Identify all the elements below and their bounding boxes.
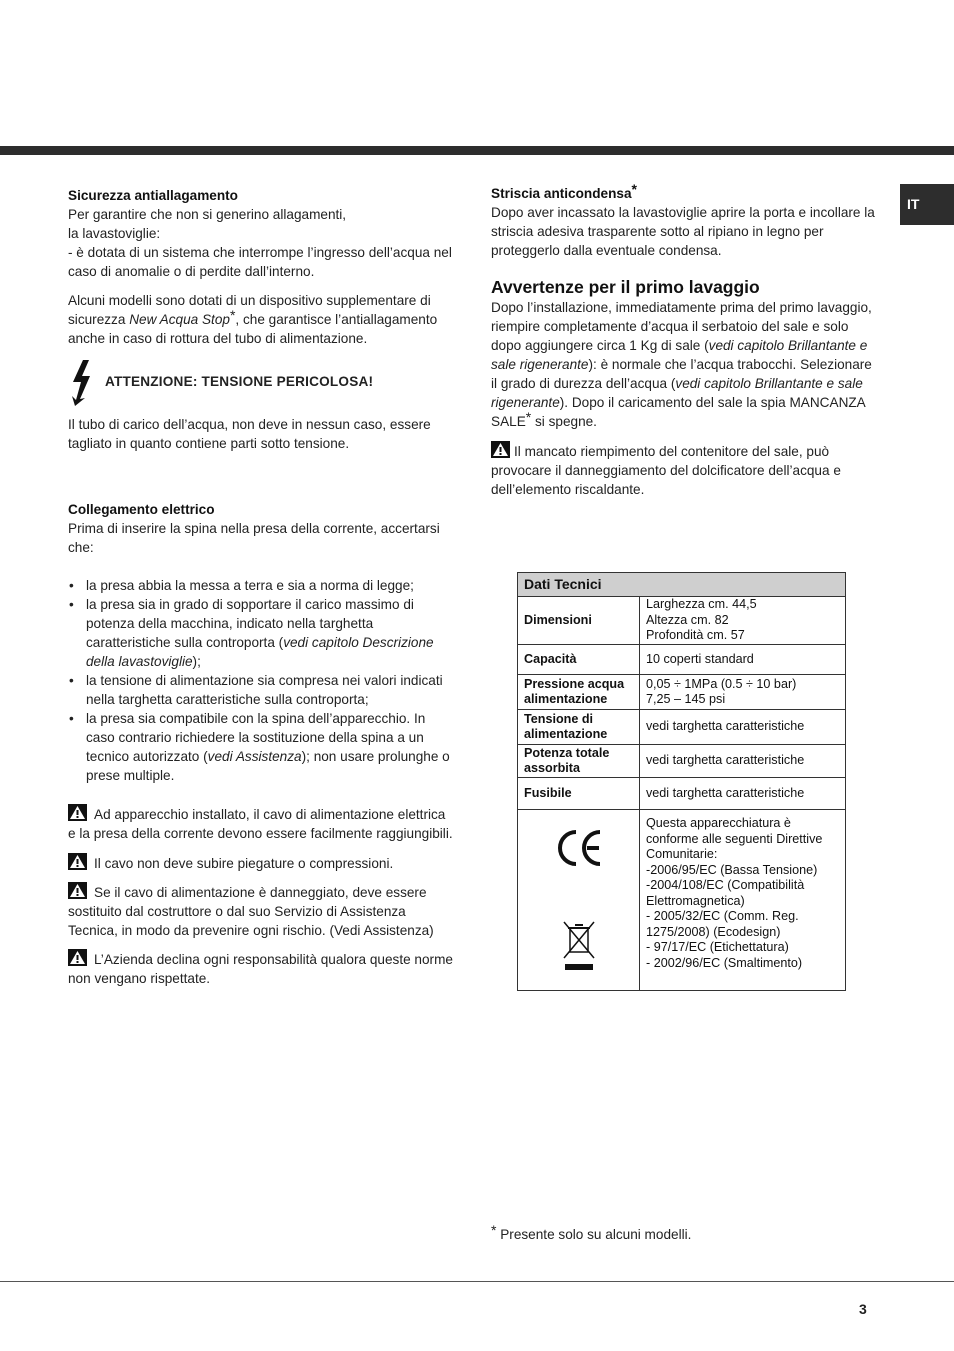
table-row (518, 645, 846, 675)
table-row (518, 710, 846, 745)
danger-title: ATTENZIONE: TENSIONE PERICOLOSA! (105, 374, 374, 389)
asterisk: * (229, 307, 236, 323)
tech-spec-table (517, 572, 846, 991)
spec-value: 10 coperti standard (640, 645, 846, 675)
value-line: 0,05 ÷ 1MPa (0.5 ÷ 10 bar) (646, 676, 797, 691)
spec-value: vedi targhetta caratteristiche (640, 710, 846, 745)
footer-rule (0, 1281, 954, 1282)
spec-value: vedi targhetta caratteristiche (640, 778, 846, 810)
lightning-bolt-icon (68, 358, 96, 408)
paragraph: Per garantire che non si generino allagamenti, (68, 207, 347, 222)
text: L’Azienda declina ogni responsabilità qualora queste norme non vengano rispettate. (68, 952, 453, 986)
paragraph-acqua-stop (68, 291, 453, 348)
text: Alcuni modelli sono dotati di un dispositivo supplementare di sicurezza (68, 293, 431, 327)
paragraph: Dopo aver incassato la lavastoviglie aprire la porta e incollare la striscia adesiva trasparente sotto al ripiano in legno per proteggerlo dalla eventuale condensa. (491, 205, 875, 258)
paragraph: - è dotata di un sistema che interrompe l’ingresso dell’acqua nel caso di anomalie o di perdite dall’interno. (68, 245, 452, 279)
crossed-bin-icon (562, 920, 596, 972)
section-title-antiallagamento: Sicurezza antiallagamento (68, 188, 238, 203)
spec-value: vedi targhetta caratteristiche (640, 745, 846, 778)
spec-key: Fusibile (518, 778, 640, 810)
text: ); non usare prolunghe o prese multiple. (86, 749, 450, 783)
value-line: 7,25 – 145 psi (646, 692, 726, 706)
text: ): è normale che l’acqua trabocchi. Selezionare il grado di durezza dell’acqua ( (491, 357, 872, 391)
italic-text: vedi capitolo Brillantante e sale rigenerante (491, 376, 863, 410)
text: si spegne. (531, 414, 597, 429)
directive-line: -2004/108/EC (Compatibilità Elettromagnetica) (646, 878, 805, 908)
spec-key: Potenza totale assorbita (518, 745, 640, 778)
footnote (491, 1222, 692, 1244)
asterisk: * (631, 181, 637, 197)
warning-triangle-icon (491, 441, 510, 458)
warning-paragraph (68, 853, 453, 873)
warning-triangle-icon (68, 853, 87, 870)
table-row (518, 597, 846, 645)
compliance-marks (518, 810, 640, 991)
paragraph: la lavastoviglie: (68, 226, 161, 241)
list-item (68, 709, 453, 785)
list-item: • la tensione di alimentazione sia compresa nei valori indicati nella targhetta caratteristiche sulla controporta; (68, 671, 453, 709)
text: ); (192, 654, 201, 669)
value-line: Altezza cm. 82 (646, 612, 729, 627)
danger-notice (68, 358, 453, 408)
italic-text: vedi capitolo Descrizione della lavastoviglie (86, 635, 434, 669)
directive-line: - 2005/32/EC (Comm. Reg. 1275/2008) (Ecodesign) (646, 909, 799, 939)
text: Il cavo non deve subire piegature o compressioni. (94, 856, 394, 871)
page-number: 3 (859, 1301, 867, 1317)
asterisk: * (491, 1222, 497, 1238)
section-title-primo-lavaggio: Avvertenze per il primo lavaggio (491, 277, 760, 297)
directive-line: -2006/95/EC (Bassa Tensione) (646, 862, 818, 877)
spec-key: Capacità (518, 645, 640, 675)
table-row (518, 778, 846, 810)
text: ). Dopo il caricamento del sale la spia MANCANZA SALE (491, 395, 866, 429)
directive-line: - 97/17/EC (Etichettatura) (646, 940, 789, 954)
warning-triangle-icon (68, 804, 87, 821)
spec-key: Dimensioni (518, 597, 640, 645)
italic-text: vedi Assistenza (207, 749, 302, 764)
text: Presente solo su alcuni modelli. (500, 1227, 692, 1242)
warning-paragraph (491, 441, 876, 499)
ce-mark-icon (554, 828, 604, 868)
danger-text: Il tubo di carico dell’acqua, non deve in nessun caso, essere tagliato in quanto contiene parti sotto tensione. (68, 417, 431, 451)
table-title: Dati Tecnici (518, 573, 846, 597)
directive-line: Questa apparecchiatura è conforme alle seguenti Direttive Comunitarie: (646, 816, 823, 861)
list-item: • la presa abbia la messa a terra e sia a norma di legge; (68, 576, 453, 595)
text: Se il cavo di alimentazione è danneggiato, deve essere sostituito dal costruttore o dal suo Servizio di Assistenza Tecnica, in modo da prevenire ogni rischio. (Vedi Assistenza) (68, 885, 434, 938)
text: , che garantisce l’antiallagamento anche in caso di rottura del tubo di alimentazione. (68, 312, 438, 346)
asterisk: * (525, 409, 532, 425)
directive-line: - 2002/96/EC (Smaltimento) (646, 955, 803, 970)
text: Ad apparecchio installato, il cavo di alimentazione elettrica e la presa della corrente devono essere facilmente raggiungibili. (68, 807, 453, 841)
spec-key: Pressione acqua alimentazione (518, 675, 640, 710)
value-line: Larghezza cm. 44,5 (646, 597, 757, 612)
warning-paragraph (68, 882, 453, 940)
paragraph: Prima di inserire la spina nella presa della corrente, accertarsi che: (68, 521, 440, 555)
italic-text: vedi capitolo Brillantante e sale rigenerante (491, 338, 868, 372)
text: la presa sia compatibile con la spina dell’apparecchio. In caso contrario richiedere la sostituzione della spina a un tecnico autorizzato ( (86, 711, 426, 764)
list-item (68, 595, 453, 671)
warning-paragraph (68, 804, 453, 843)
warning-paragraph (68, 949, 453, 988)
text: Dopo l’installazione, immediatamente prima del primo lavaggio, riempire completamente d’acqua il serbatoio del sale e solo dopo aggiungere circa 1 Kg di sale ( (491, 300, 872, 353)
text: la presa sia in grado di sopportare il carico massimo di potenza della macchina, indicato nella targhetta caratteristiche sulla controporta ( (86, 597, 414, 650)
warning-triangle-icon (68, 949, 87, 966)
directives (640, 810, 846, 991)
table-row-compliance (518, 810, 846, 991)
spec-key: Tensione di alimentazione (518, 710, 640, 745)
right-column (491, 181, 876, 499)
paragraph-primo-lavaggio (491, 298, 876, 431)
section-title-striscia (491, 181, 876, 203)
italic-text: New Acqua Stop (129, 312, 230, 327)
spec-value (640, 675, 846, 710)
warning-triangle-icon (68, 882, 87, 899)
table-row (518, 745, 846, 778)
value-line: Profondità cm. 57 (646, 628, 745, 643)
text: Striscia anticondensa (491, 186, 632, 201)
text: Il mancato riempimento del contenitore del sale, può provocare il danneggiamento del dolcificatore dell’acqua e dell’elemento riscaldante. (491, 444, 841, 497)
language-tab: IT (900, 184, 954, 225)
left-column (68, 186, 453, 988)
header-bar (0, 146, 954, 155)
table-row (518, 675, 846, 710)
table-header-row (518, 573, 846, 597)
requirements-list (68, 576, 453, 785)
spec-value (640, 597, 846, 645)
section-title-collegamento: Collegamento elettrico (68, 502, 215, 517)
